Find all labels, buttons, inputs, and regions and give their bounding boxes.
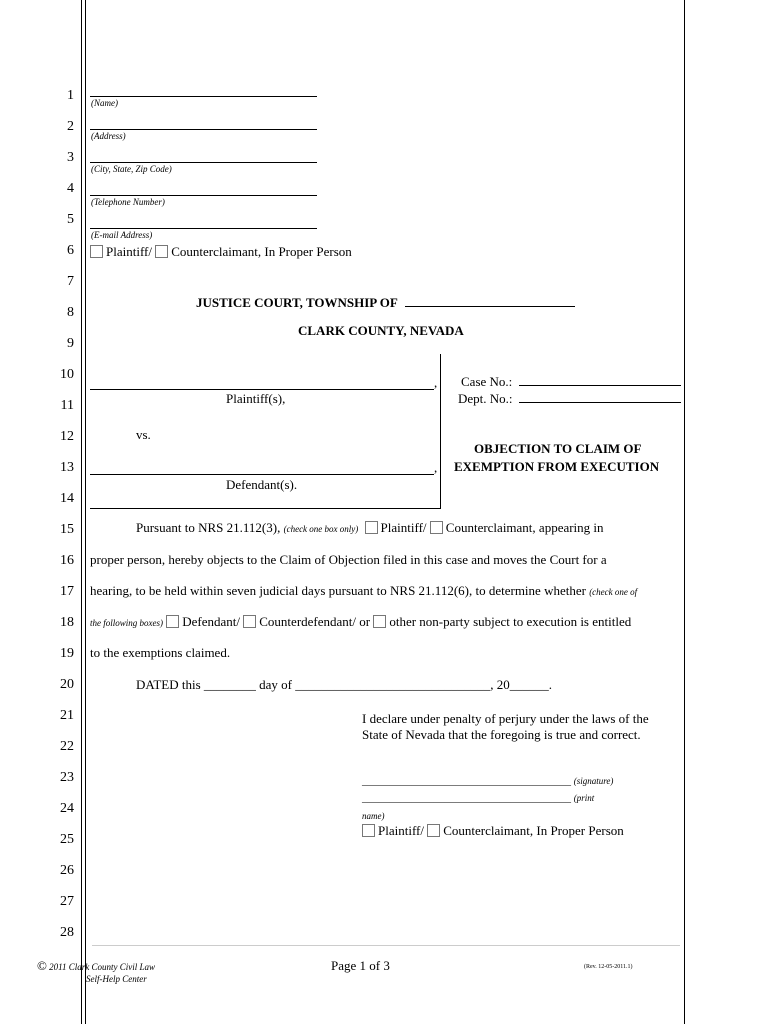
defendant-checkbox[interactable] — [166, 615, 179, 628]
objector-counterclaimant-checkbox[interactable] — [430, 521, 443, 534]
check-one-of-note: (check one of — [589, 587, 638, 597]
body-line-16: proper person, hereby objects to the Claim of Objection filed in this case and moves the Court for a — [90, 552, 607, 567]
line-number: 25 — [60, 832, 74, 847]
counterdefendant-option-label: Counterdefendant/ or — [259, 614, 371, 629]
pursuant-text: Pursuant to NRS 21.112(3), — [136, 520, 281, 535]
objector-plaintiff-checkbox[interactable] — [365, 521, 378, 534]
body-line-19: to the exemptions claimed. — [90, 645, 231, 660]
other-option-label: other non-party subject to execution is entitled — [389, 614, 632, 629]
footer-org-line-2: Self-Help Center — [86, 974, 147, 984]
caption-divider — [440, 354, 441, 509]
plaintiff-checkbox[interactable] — [90, 245, 103, 258]
declaration-line-2: State of Nevada that the foregoing is true and correct. — [362, 727, 641, 742]
line-number: 27 — [60, 894, 74, 909]
following-boxes-note: the following boxes) — [90, 618, 163, 628]
revision-label: (Rev. 12-05-2011.1) — [584, 964, 633, 970]
case-no-line — [461, 374, 681, 390]
signer-counterclaimant-label: Counterclaimant, In Proper Person — [443, 823, 624, 838]
defendant-name-field[interactable] — [90, 474, 434, 475]
objector-counterclaimant-label: Counterclaimant, appearing in — [445, 520, 604, 535]
defendants-label: Defendant(s). — [226, 477, 298, 492]
left-margin-rule-1 — [81, 0, 82, 1024]
declaration-line-1: I declare under penalty of perjury under the laws of the — [362, 711, 649, 726]
plaintiff-name-field[interactable] — [90, 389, 434, 390]
plaintiff-label: Plaintiff/ — [106, 244, 152, 259]
line-number: 22 — [60, 739, 74, 754]
telephone-caption: (Telephone Number) — [91, 197, 165, 207]
signer-plaintiff-checkbox[interactable] — [362, 824, 375, 837]
vs-label: vs. — [136, 427, 151, 442]
case-no-field[interactable] — [519, 374, 681, 386]
email-field[interactable] — [90, 228, 317, 229]
footer-org-line-1: 2011 Clark County Civil Law — [49, 962, 155, 972]
footer-org — [37, 958, 155, 974]
signature-line — [362, 775, 613, 787]
line-number: 18 — [60, 615, 74, 630]
left-margin-rule-2 — [85, 0, 86, 1024]
line-number: 17 — [60, 584, 74, 599]
line-number: 19 — [60, 646, 74, 661]
case-no-label: Case No.: — [461, 374, 513, 389]
comma-2: , — [434, 460, 438, 475]
line-number: 13 — [60, 460, 74, 475]
line-number: 9 — [67, 336, 74, 351]
line-number: 15 — [60, 522, 74, 537]
line-number: 20 — [60, 677, 74, 692]
line-number: 5 — [67, 212, 74, 227]
dept-no-line — [458, 391, 681, 407]
line-number: 7 — [67, 274, 74, 289]
line-number: 11 — [60, 398, 74, 413]
dept-no-field[interactable] — [519, 391, 681, 403]
comma-1: , — [434, 375, 438, 390]
print-label: (print — [573, 793, 595, 803]
township-field[interactable] — [405, 295, 575, 307]
city-state-zip-field[interactable] — [90, 162, 317, 163]
line-number: 1 — [67, 88, 74, 103]
counterclaimant-label: Counterclaimant, In Proper Person — [171, 244, 352, 259]
telephone-field[interactable] — [90, 195, 317, 196]
line-number: 16 — [60, 553, 74, 568]
signer-counterclaimant-checkbox[interactable] — [427, 824, 440, 837]
right-margin-rule — [684, 0, 685, 1024]
footer-rule — [92, 945, 680, 946]
counterclaimant-checkbox[interactable] — [155, 245, 168, 258]
defendant-option-label: Defendant/ — [182, 614, 241, 629]
signature-label: (signature) — [573, 776, 614, 786]
signature-field[interactable]: ______________________________________ — [362, 775, 571, 787]
counterdefendant-checkbox[interactable] — [243, 615, 256, 628]
line-number: 24 — [60, 801, 74, 816]
plaintiffs-label: Plaintiff(s), — [226, 391, 286, 406]
caption-bottom-rule — [90, 508, 440, 509]
address-field[interactable] — [90, 129, 317, 130]
line-number: 23 — [60, 770, 74, 785]
line-number: 28 — [60, 925, 74, 940]
line-number: 26 — [60, 863, 74, 878]
line-number: 3 — [67, 150, 74, 165]
dept-no-label: Dept. No.: — [458, 391, 513, 406]
hearing-text: hearing, to be held within seven judicial days pursuant to NRS 21.112(6), to determine whether — [90, 583, 586, 598]
body-line-15 — [136, 520, 604, 536]
other-non-party-checkbox[interactable] — [373, 615, 386, 628]
name-caption: (Name) — [91, 98, 118, 108]
line-number: 4 — [67, 181, 74, 196]
objector-plaintiff-label: Plaintiff/ — [380, 520, 427, 535]
line-number: 2 — [67, 119, 74, 134]
print-name-line — [362, 792, 594, 804]
name-field[interactable] — [90, 96, 317, 97]
copyright-symbol: © — [37, 958, 47, 973]
signer-plaintiff-label: Plaintiff/ — [378, 823, 424, 838]
dated-line[interactable]: DATED this ________ day of ______________________________, 20______. — [136, 677, 552, 692]
print-label-name: name) — [362, 811, 385, 821]
line-number: 10 — [60, 367, 74, 382]
county-title: CLARK COUNTY, NEVADA — [298, 323, 464, 338]
line-number: 8 — [67, 305, 74, 320]
document-title-1: OBJECTION TO CLAIM OF — [474, 441, 642, 456]
body-line-17 — [90, 583, 637, 599]
line-number: 6 — [67, 243, 74, 258]
check-one-note: (check one box only) — [283, 524, 359, 534]
print-name-field[interactable]: ______________________________________ — [362, 792, 571, 804]
address-caption: (Address) — [91, 131, 126, 141]
line-number: 14 — [60, 491, 74, 506]
document-title-2: EXEMPTION FROM EXECUTION — [454, 459, 660, 474]
page-number: Page 1 of 3 — [331, 958, 390, 973]
court-title: JUSTICE COURT, TOWNSHIP OF — [196, 295, 398, 310]
city-state-zip-caption: (City, State, Zip Code) — [91, 164, 172, 174]
body-line-18 — [90, 614, 631, 630]
line-number: 21 — [60, 708, 74, 723]
email-caption: (E-mail Address) — [91, 230, 153, 240]
signer-role-line — [362, 823, 624, 839]
party-role-line — [90, 244, 352, 260]
court-title-line — [196, 295, 575, 311]
line-number: 12 — [60, 429, 74, 444]
